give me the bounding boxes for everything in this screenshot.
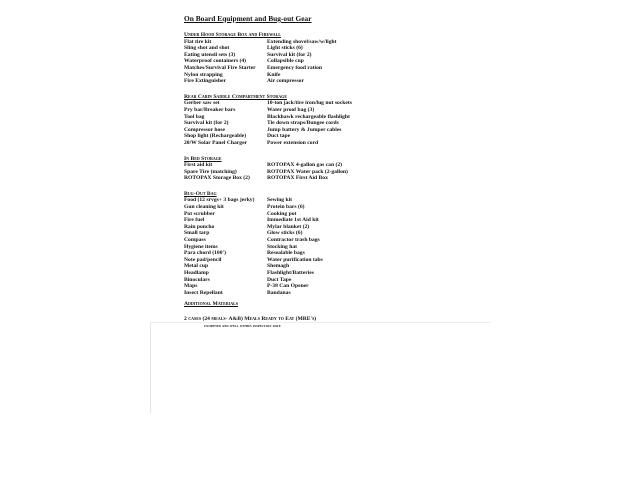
list-item: Power extension cord [267,139,319,146]
section [184,32,484,85]
list-item: Mylar blanket (2) [267,223,310,230]
list-item: Duct Tape [267,276,292,283]
list-item: Shemagh [267,263,290,270]
list-item: Collapsible cup [267,58,304,65]
section [184,191,484,297]
list-item: Compressor hose [184,126,225,133]
list-item: Para chord (100') [184,250,226,257]
list-item: Compass [184,237,206,244]
scan-page-edge [150,322,491,413]
section-heading: In Bed Storage [184,155,222,162]
list-item: Tool bag [184,113,205,120]
list-item: Nylon strapping [184,71,223,78]
list-item: Hygiene items [184,243,218,250]
section-additional-materials [184,301,484,328]
section [184,156,484,182]
section-heading: Rear Cabin Saddle Compartment Storage [184,93,287,100]
list-item: Air compressor [267,78,304,85]
item-column-left [184,162,267,182]
document-page [184,14,484,333]
list-item: Cooking pot [267,210,297,217]
list-item: ROTOPAX 4-gallon gas can (2) [267,162,342,169]
list-item: Jump battery & Jumper cables [267,126,342,133]
list-item: Headlamp [184,270,209,276]
item-column-right [267,162,482,182]
list-item: Waterproof containers (4) [184,58,247,65]
list-item: Eating utensil sets (3) [184,51,236,58]
item-columns [184,39,484,85]
list-item: Survival kit (for 2) [267,51,312,58]
list-item: Knife [267,71,281,78]
list-item: Binoculars [184,276,210,283]
list-item: Blackhawk rechargeable flashlight [267,113,350,120]
list-item: Sling shot and shot [184,45,230,52]
list-item: Immediate 1st Aid kit [267,217,319,224]
list-item: 20/W Solar Panel Charger [184,139,248,146]
list-item: Matches/Survival Fire Starter [184,64,256,71]
list-item: Survival kit (for 2) [184,120,229,127]
list-item: Light sticks (6) [267,45,303,52]
list-item: ROTOPAX Water pack (2-gallon) [267,168,348,175]
list-item: Water purification tabs [267,256,323,263]
list-item: Gerber saw set [184,100,220,107]
list-item: Protein bars (6) [267,204,305,211]
list-item: Resealable bags [267,250,305,257]
item-columns [184,197,484,296]
list-item: Maps [184,283,198,290]
list-item: Pry bar/Breaker bars [184,106,236,113]
additional-line-mre: 2 cases (24 meals- A&B) Meals Ready to Eat (MRE's) [184,315,317,322]
item-columns [184,162,484,182]
item-column-right [267,197,482,296]
list-item: P-38 Can Opener [267,283,309,290]
item-column-left [184,39,267,85]
list-item: Note pad/pencil [184,256,222,263]
sections-container [184,32,484,296]
list-item: Tie down straps/Bungee cords [267,120,339,127]
list-item: Fire fuel [184,217,205,224]
list-item: Food (12 srvgs+ 3 bags jerky) [184,197,255,204]
list-item: Small tarp [184,230,210,237]
list-item: Flashlight/Batteries [267,270,314,276]
list-item: Fire Extinguisher [184,78,227,85]
section-heading: Under Hood Storage Box and Firewall [184,32,281,38]
list-item: ROTOPAX Storage Box (2) [184,175,250,182]
list-item: ROTOPAX First Aid Box [267,175,328,182]
item-column-left [184,100,267,146]
section-heading: Bug-Out Bag [184,190,217,197]
list-item: Bandanas [267,289,291,296]
list-item: Stocking hat [267,243,297,250]
document-title: On Board Equipment and Bug-out Gear [184,14,312,23]
additional-line-condition: unopened and well within inspection date [204,322,281,328]
item-column-left [184,197,267,296]
list-item: Spare Tire (matching) [184,168,237,175]
list-item: Insect Repellant [184,289,223,296]
section [184,94,484,147]
list-item: Contractor trash bags [267,237,320,244]
list-item: Rain poncho [184,223,215,230]
list-item: Sewing kit [267,197,293,204]
list-item: Flat tire kit [184,38,212,45]
item-columns [184,100,484,146]
list-item: Glow sticks (6) [267,230,303,237]
list-item: Extending shovel/saw/w/light [267,38,337,45]
list-item: Gun cleaning kit [184,204,224,211]
item-column-right [267,100,482,146]
list-item: Emergency food ration [267,64,322,71]
list-item: Duct tape [267,133,291,140]
list-item: 10-ton jack/tire iron/lug nut sockets [267,100,352,107]
list-item: Pot scrubber [184,210,215,217]
list-item: Water proof bag (3) [267,106,315,113]
list-item: Metal cup [184,263,209,270]
list-item: First aid kit [184,162,213,169]
list-item: Shop light (Rechargeable) [184,133,247,140]
item-column-right [267,39,482,85]
section-heading: Additional Materials [184,301,238,308]
